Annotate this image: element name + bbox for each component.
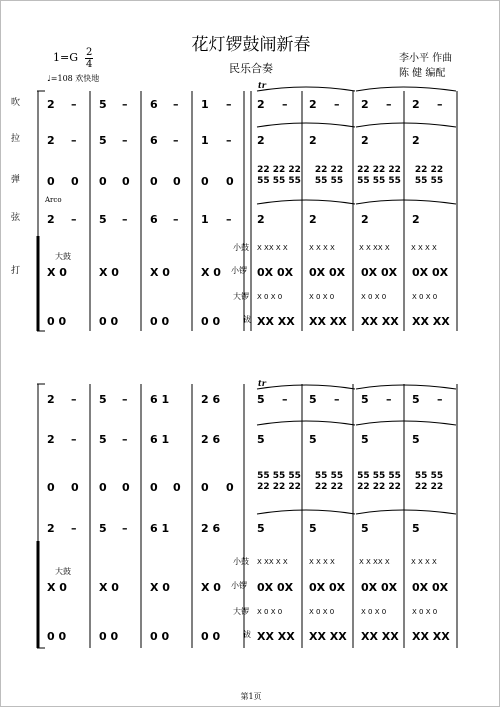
drum-beat: X 0: [150, 581, 170, 594]
cymbal-beat: XX XX: [361, 315, 399, 328]
gong-pattern: X 0 X 0: [412, 293, 438, 301]
chord-top: 22 22 22: [257, 165, 301, 175]
drum-beat: 0X 0X: [257, 266, 294, 279]
daluo-label-2: 大锣: [233, 607, 249, 616]
time-signature: 2 4: [86, 47, 93, 70]
snare-pattern: X X X X: [309, 244, 335, 252]
rest: 0: [173, 175, 181, 188]
cymbal-beat: 0 0: [201, 315, 221, 328]
gong-pattern: X 0 X 0: [309, 293, 335, 301]
trill-mark: tr: [258, 80, 266, 90]
dash: –: [122, 522, 128, 535]
cymbal-beat: XX XX: [257, 630, 295, 643]
note: 2: [47, 134, 55, 147]
dash: –: [173, 213, 179, 226]
note: 2: [412, 134, 420, 147]
dash: –: [122, 393, 128, 406]
rest: 0: [47, 481, 55, 494]
dash: –: [71, 98, 77, 111]
rest: 0: [122, 481, 130, 494]
cymbal-beat: XX XX: [257, 315, 295, 328]
note: 1: [201, 134, 209, 147]
rest: 0: [47, 175, 55, 188]
drum-beat: X 0: [47, 581, 67, 594]
drum-beat: X 0: [99, 266, 119, 279]
note: 5: [257, 393, 265, 406]
snare-pattern: X XX X X: [257, 558, 288, 566]
cymbal-beat: 0 0: [47, 630, 67, 643]
note: 2: [309, 98, 317, 111]
note: 5: [99, 213, 107, 226]
snare-pattern: X XX X X: [257, 244, 288, 252]
note: 5: [412, 522, 420, 535]
gong-pattern: X 0 X 0: [412, 608, 438, 616]
instrument-label-da: 打: [11, 266, 21, 276]
note: 2: [361, 213, 369, 226]
chord-stack: [307, 165, 351, 187]
note: 1: [201, 98, 209, 111]
note: 2: [361, 98, 369, 111]
snare-pattern: X X XX X: [359, 244, 390, 252]
page-number: 第1页: [240, 692, 262, 701]
xiaogu-label-2: 小鼓: [233, 557, 249, 566]
cymbal-beat: XX XX: [309, 315, 347, 328]
arco-marking: Arco: [45, 196, 62, 204]
drum-beat: 0X 0X: [309, 266, 346, 279]
chord-top: 55 55 55: [357, 471, 401, 481]
note: 6: [150, 98, 158, 111]
chord-stack: [407, 165, 451, 187]
note: 2: [47, 98, 55, 111]
dash: –: [71, 522, 77, 535]
dash: –: [71, 393, 77, 406]
note: 5: [99, 522, 107, 535]
note: 2: [47, 522, 55, 535]
dagu-label: 大鼓: [55, 252, 71, 261]
note: 2 6: [201, 393, 221, 406]
cymbal-beat: 0 0: [201, 630, 221, 643]
chord-top: 22 22: [414, 165, 444, 175]
dash: –: [334, 98, 340, 111]
note: 1: [201, 213, 209, 226]
chord-bot: 55 55: [414, 176, 444, 186]
note: 2: [257, 98, 265, 111]
chord-bot: 22 22: [414, 482, 444, 492]
note: 2 6: [201, 433, 221, 446]
drum-beat: 0X 0X: [361, 266, 398, 279]
dash: –: [437, 393, 443, 406]
note: 2: [257, 213, 265, 226]
rest: 0: [71, 175, 79, 188]
snare-pattern: X X X X: [411, 558, 437, 566]
dash: –: [122, 98, 128, 111]
score-subtitle: 民乐合奏: [229, 62, 273, 75]
dash: –: [226, 134, 232, 147]
arranger-credit: 陈 健 编配: [399, 68, 446, 79]
cymbal-beat: 0 0: [47, 315, 67, 328]
note: 5: [99, 134, 107, 147]
instrument-label-xian: 弦: [11, 213, 21, 223]
tempo-marking: ♩=108 欢快地: [47, 74, 100, 83]
note: 5: [257, 522, 265, 535]
instrument-label-la: 拉: [11, 134, 21, 144]
snare-pattern: X X X X: [309, 558, 335, 566]
rest: 0: [201, 175, 209, 188]
note: 5: [99, 433, 107, 446]
drum-beat: X 0: [201, 581, 221, 594]
dash: –: [386, 393, 392, 406]
rest: 0: [99, 175, 107, 188]
drum-beat: X 0: [99, 581, 119, 594]
note: 2: [309, 213, 317, 226]
chord-bot: 22 22 22: [257, 482, 301, 492]
rest: 0: [173, 481, 181, 494]
dash: –: [71, 134, 77, 147]
dash: –: [173, 134, 179, 147]
snare-pattern: X X XX X: [359, 558, 390, 566]
note: 5: [99, 98, 107, 111]
note: 5: [99, 393, 107, 406]
note: 5: [309, 522, 317, 535]
note: 6: [150, 213, 158, 226]
rest: 0: [150, 175, 158, 188]
note: 5: [412, 393, 420, 406]
drum-beat: X 0: [47, 266, 67, 279]
chord-bot: 55 55 55: [257, 176, 301, 186]
gong-pattern: X 0 X 0: [361, 293, 387, 301]
cymbal-beat: 0 0: [150, 315, 170, 328]
gong-pattern: X 0 X 0: [257, 293, 283, 301]
xiaogu-label: 小鼓: [233, 243, 249, 252]
gong-pattern: X 0 X 0: [361, 608, 387, 616]
cymbal-beat: 0 0: [99, 315, 119, 328]
note: 2: [47, 433, 55, 446]
dash: –: [226, 213, 232, 226]
note: 2: [47, 213, 55, 226]
drum-beat: 0X 0X: [412, 581, 449, 594]
note: 5: [309, 393, 317, 406]
chord-bot: 55 55 55: [357, 176, 401, 186]
rest: 0: [226, 175, 234, 188]
dagu-label-2: 大鼓: [55, 567, 71, 576]
key-signature: 1=G: [53, 51, 79, 64]
chord-stack: [357, 165, 401, 187]
note: 5: [361, 433, 369, 446]
score-title: 花灯锣鼓闹新春: [191, 35, 311, 55]
cymbal-beat: 0 0: [99, 630, 119, 643]
instrument-label-tan: 弹: [11, 175, 21, 185]
drum-beat: 0X 0X: [257, 581, 294, 594]
note: 2: [257, 134, 265, 147]
rest: 0: [201, 481, 209, 494]
drum-beat: 0X 0X: [412, 266, 449, 279]
note: 5: [361, 522, 369, 535]
dash: –: [122, 134, 128, 147]
note: 5: [361, 393, 369, 406]
note: 2: [361, 134, 369, 147]
note: 5: [412, 433, 420, 446]
cymbal-beat: XX XX: [412, 630, 450, 643]
note: 2: [309, 134, 317, 147]
daluo-label: 大锣: [233, 292, 249, 301]
note: 2: [412, 213, 420, 226]
bo-label: 钹: [243, 315, 251, 324]
gong-pattern: X 0 X 0: [309, 608, 335, 616]
chord-top: 55 55: [414, 471, 444, 481]
note: 2: [412, 98, 420, 111]
chord-stack: [357, 471, 401, 493]
cymbal-beat: XX XX: [309, 630, 347, 643]
snare-pattern: X X X X: [411, 244, 437, 252]
dash: –: [282, 98, 288, 111]
note: 5: [257, 433, 265, 446]
dash: –: [386, 98, 392, 111]
chord-stack: [257, 471, 301, 493]
note: 2: [47, 393, 55, 406]
chord-stack: [407, 471, 451, 493]
chord-bot: 22 22: [314, 482, 344, 492]
chord-top: 55 55: [314, 471, 344, 481]
chord-top: 22 22: [314, 165, 344, 175]
note: 6 1: [150, 393, 170, 406]
drum-beat: 0X 0X: [361, 581, 398, 594]
rest: 0: [71, 481, 79, 494]
chord-top: 55 55 55: [257, 471, 301, 481]
note: 5: [309, 433, 317, 446]
dash: –: [71, 213, 77, 226]
drum-beat: X 0: [150, 266, 170, 279]
xiaoluo-label: 小锣: [231, 266, 247, 275]
xiaoluo-label-2: 小锣: [231, 581, 247, 590]
drum-beat: X 0: [201, 266, 221, 279]
rest: 0: [122, 175, 130, 188]
cymbal-beat: 0 0: [150, 630, 170, 643]
dash: –: [226, 98, 232, 111]
rest: 0: [226, 481, 234, 494]
note: 6 1: [150, 522, 170, 535]
instrument-label-chui: 吹: [11, 98, 21, 108]
note: 6: [150, 134, 158, 147]
chord-bot: 55 55: [314, 176, 344, 186]
dash: –: [122, 433, 128, 446]
rest: 0: [150, 481, 158, 494]
note: 6 1: [150, 433, 170, 446]
composer-credit: 李小平 作曲: [399, 53, 453, 64]
chord-stack: [307, 471, 351, 493]
dash: –: [282, 393, 288, 406]
chord-top: 22 22 22: [357, 165, 401, 175]
chord-stack: [257, 165, 301, 187]
chord-bot: 22 22 22: [357, 482, 401, 492]
rest: 0: [99, 481, 107, 494]
dash: –: [122, 213, 128, 226]
note: 2 6: [201, 522, 221, 535]
bo-label-2: 钹: [243, 630, 251, 639]
dash: –: [173, 98, 179, 111]
cymbal-beat: XX XX: [361, 630, 399, 643]
trill-mark-2: tr: [258, 378, 266, 388]
dash: –: [437, 98, 443, 111]
gong-pattern: X 0 X 0: [257, 608, 283, 616]
dash: –: [71, 433, 77, 446]
drum-beat: 0X 0X: [309, 581, 346, 594]
cymbal-beat: XX XX: [412, 315, 450, 328]
dash: –: [334, 393, 340, 406]
